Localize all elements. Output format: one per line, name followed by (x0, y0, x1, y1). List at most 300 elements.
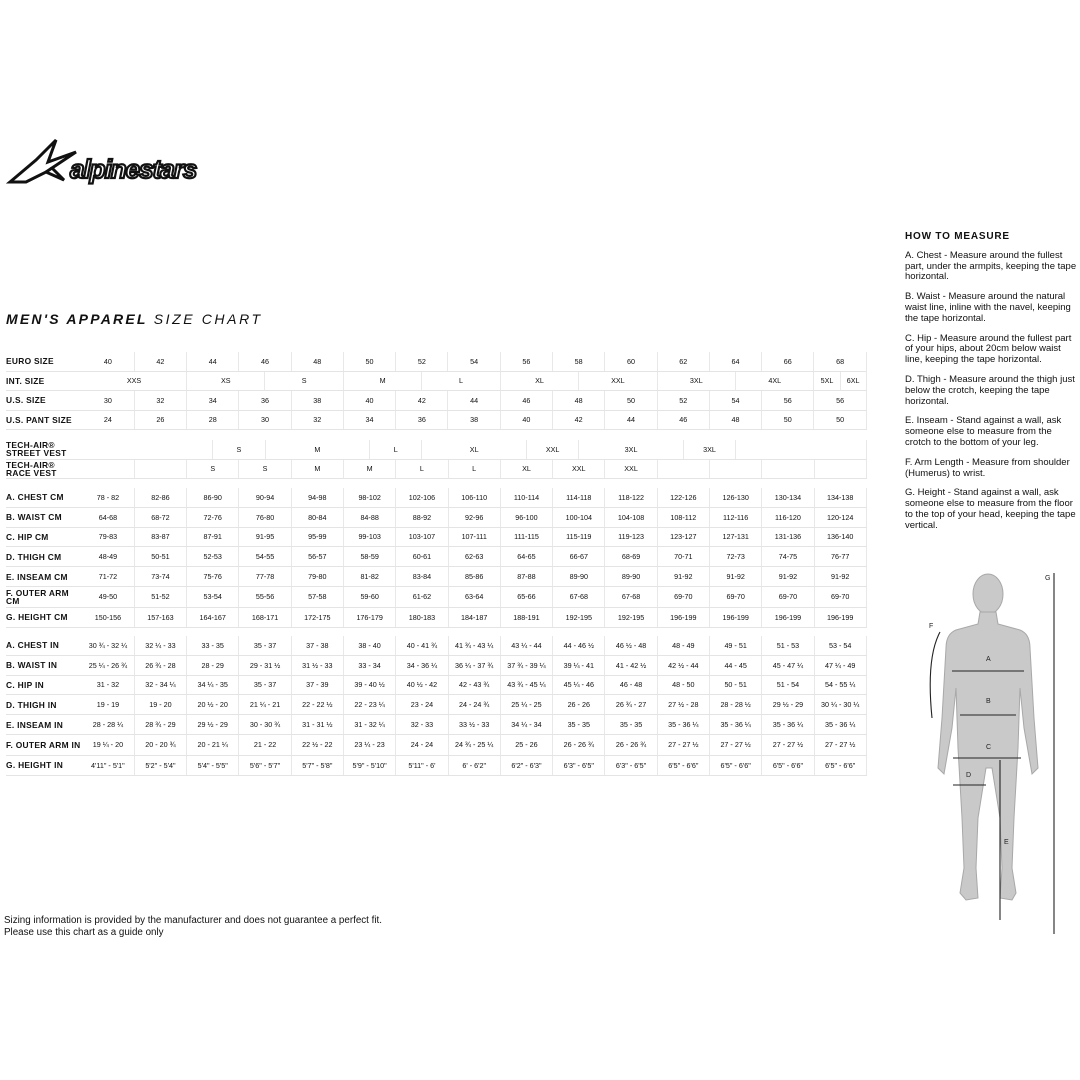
table-cell: 91-92 (657, 567, 709, 587)
table-cell: 62-63 (448, 547, 500, 567)
table-cell: 79-83 (82, 527, 134, 547)
table-cell: 41 - 42 ½ (605, 655, 657, 675)
table-cell: 25 ¼ - 25 (500, 695, 552, 715)
table-cell: 44 - 45 (709, 655, 761, 675)
table-cell: 35 - 36 ¼ (762, 715, 814, 735)
table-cell: 172-175 (291, 607, 343, 627)
table-cell: 119-123 (605, 527, 657, 547)
row-label: C. HIP IN (6, 675, 82, 695)
table-row (6, 715, 866, 735)
table-cell: 164-167 (187, 607, 239, 627)
table-cell: 104-108 (605, 507, 657, 527)
table-cell: 33 - 34 (343, 655, 395, 675)
row-label: TECH-AIR® RACE VEST (6, 459, 82, 479)
table-cell: 81-82 (343, 567, 395, 587)
table-cell: 35 - 35 (553, 715, 605, 735)
table-cell: 83-87 (134, 527, 186, 547)
table-cell: 77-78 (239, 567, 291, 587)
how-to-measure-heading: HOW TO MEASURE (905, 231, 1010, 242)
table-row (6, 734, 866, 755)
table-cell: 38 (291, 391, 343, 411)
table-cell: 50 (814, 410, 866, 430)
table-cell: 5'6" - 5'7" (239, 755, 291, 775)
table-row (6, 655, 866, 675)
table-cell: 51 - 54 (762, 675, 814, 695)
table-cell: 40 - 41 ¾ (396, 636, 448, 655)
table-cell: 91-92 (814, 567, 866, 587)
table-cell: 5'2" - 5'4" (134, 755, 186, 775)
table-cell: 42 (396, 391, 448, 411)
table-cell: 32 - 34 ¼ (134, 675, 186, 695)
table-cell (710, 459, 762, 479)
table-cell: 32 ¼ - 33 (134, 636, 186, 655)
table-cell: 3XL (579, 440, 684, 459)
row-label: D. THIGH IN (6, 695, 82, 715)
table-cell: 126-130 (710, 488, 762, 507)
table-cell: 25 - 26 (500, 734, 552, 755)
table-cell: 39 ¼ - 41 (553, 655, 605, 675)
table-cell: 28 (187, 410, 239, 430)
table-cell: XL (500, 459, 552, 479)
table-cell: 6'3" - 6'5" (605, 755, 657, 775)
table-row (6, 459, 866, 479)
table-cell: 120-124 (814, 507, 866, 527)
table-cell: 6'2" - 6'3" (500, 755, 552, 775)
table-cell: 46 (239, 352, 291, 371)
table-cell: 106-110 (448, 488, 500, 507)
table-cell: XL (500, 371, 578, 391)
table-cell: 73-74 (134, 567, 186, 587)
table-cell: XL (422, 440, 527, 459)
figure-label-d: D (966, 772, 972, 779)
table-cell: 114-118 (553, 488, 605, 507)
figure-label-f: F (929, 623, 934, 630)
table-cell: 54 - 55 ¼ (814, 675, 866, 695)
table-cell: 118-122 (605, 488, 657, 507)
table-cell: 90-94 (239, 488, 291, 507)
row-label: A. CHEST CM (6, 488, 82, 507)
table-cell: 40 (500, 410, 552, 430)
table-cell: 27 - 27 ½ (814, 734, 866, 755)
table-cell: 49-50 (82, 586, 134, 607)
table-cell: 48 (709, 410, 761, 430)
table-cell: 48 - 50 (657, 675, 709, 695)
table-cell: 6'5" - 6'6" (762, 755, 814, 775)
table-cell: 22 - 23 ¼ (343, 695, 395, 715)
table-cell: 31 ½ - 33 (291, 655, 343, 675)
table-cell: 53 - 54 (814, 636, 866, 655)
table-row (6, 755, 866, 775)
table-cell: 52 (396, 352, 448, 371)
measure-chest: A. Chest - Measure around the fullest part, under the armpits, keeping the tape horizontal. (905, 249, 1077, 283)
table-cell: M (343, 371, 421, 391)
table-cell: 76-80 (239, 507, 291, 527)
disclaimer-line-2: Please use this chart as a guide only (4, 927, 164, 938)
table-cell: 34 (343, 410, 395, 430)
table-cell: 91-92 (710, 567, 762, 587)
table-cell: 150-156 (82, 607, 134, 627)
table-cell: 55-56 (239, 586, 291, 607)
table-cell: XXL (605, 459, 657, 479)
table-cell: 56 (814, 391, 866, 411)
table-cell (657, 459, 709, 479)
alpinestars-logo (6, 138, 216, 188)
table-row (6, 586, 866, 607)
table-row (6, 607, 866, 627)
table-cell: 176-179 (343, 607, 395, 627)
row-label: F. OUTER ARM IN (6, 734, 82, 755)
table-row (6, 352, 866, 371)
table-cell: 48 - 49 (657, 636, 709, 655)
table-cell: 24 (82, 410, 134, 430)
table-cell: 32 - 33 (396, 715, 448, 735)
table-cell: 19 - 19 (82, 695, 134, 715)
table-cell: 24 ¾ - 25 ¼ (448, 734, 500, 755)
table-cell: 19 ¼ - 20 (82, 734, 134, 755)
table-cell: 35 - 36 ¼ (709, 715, 761, 735)
table-cell: 21 - 22 (239, 734, 291, 755)
table-cell: 43 ¾ - 45 ¼ (500, 675, 552, 695)
table-row (6, 371, 866, 391)
table-cell (82, 459, 134, 479)
table-cell: 65-66 (500, 586, 552, 607)
table-cell: XXL (553, 459, 605, 479)
table-cell: 46 ½ - 48 (605, 636, 657, 655)
title-light: SIZE CHART (153, 311, 263, 327)
table-cell: 42 - 43 ¾ (448, 675, 500, 695)
table-cell: 5'9" - 5'10" (343, 755, 395, 775)
table-cell: 168-171 (239, 607, 291, 627)
table-cell: 28 - 28 ¼ (82, 715, 134, 735)
table-cell: 46 (657, 410, 709, 430)
table-cell: 42 (553, 410, 605, 430)
table-row (6, 440, 866, 459)
table-cell: 45 - 47 ¼ (762, 655, 814, 675)
table-cell: 28 - 28 ½ (709, 695, 761, 715)
table-cell: 48 (291, 352, 343, 371)
table-cell: 34 ¼ - 35 (187, 675, 239, 695)
table-cell: 20 ½ - 20 (187, 695, 239, 715)
table-cell: 38 - 40 (343, 636, 395, 655)
table-cell: 32 (291, 410, 343, 430)
table-cell: 66-67 (553, 547, 605, 567)
body-figure-icon (920, 568, 1070, 943)
table-cell: 57-58 (291, 586, 343, 607)
table-cell: 69-70 (710, 586, 762, 607)
table-cell: 22 - 22 ½ (291, 695, 343, 715)
table-cell: 116-120 (762, 507, 814, 527)
table-row (6, 567, 866, 587)
table-cell: 4XL (736, 371, 814, 391)
table-cell: 130-134 (762, 488, 814, 507)
table-cell: 43 ¼ - 44 (500, 636, 552, 655)
table-cell: 34 - 36 ¼ (396, 655, 448, 675)
table-cell: 180-183 (396, 607, 448, 627)
table-cell: 54-55 (239, 547, 291, 567)
table-row (6, 547, 866, 567)
table-row (6, 391, 866, 411)
table-cell: 47 ¼ - 49 (814, 655, 866, 675)
table-cell: L (396, 459, 448, 479)
table-cell: 37 - 38 (291, 636, 343, 655)
table-cell: 51 - 53 (762, 636, 814, 655)
table-cell: 131-136 (762, 527, 814, 547)
table-cell: 196-199 (657, 607, 709, 627)
row-label: EURO SIZE (6, 352, 82, 371)
table-cell (134, 459, 186, 479)
table-cell: L (448, 459, 500, 479)
table-cell: 68 (814, 352, 866, 371)
table-cell: 5'7" - 5'8" (291, 755, 343, 775)
table-cell: 75-76 (187, 567, 239, 587)
figure-label-b: B (986, 698, 991, 705)
table-cell (82, 440, 213, 459)
table-cell: 6XL (840, 371, 866, 391)
table-cell: 99-103 (343, 527, 395, 547)
table-cell: 6' - 6'2" (448, 755, 500, 775)
table-row (6, 507, 866, 527)
row-label: E. INSEAM IN (6, 715, 82, 735)
table-cell: 122-126 (657, 488, 709, 507)
table-cell: 29 - 31 ½ (239, 655, 291, 675)
table-cell: 24 - 24 (396, 734, 448, 755)
table-row (6, 636, 866, 655)
table-cell: 25 ¼ - 26 ¾ (82, 655, 134, 675)
table-cell: 95-99 (291, 527, 343, 547)
table-cell: 28 - 29 (187, 655, 239, 675)
table-row (6, 527, 866, 547)
row-label: A. CHEST IN (6, 636, 82, 655)
table-cell: 30 (82, 391, 134, 411)
table-cell: 35 - 36 ¼ (657, 715, 709, 735)
table-cell: 23 ¼ - 23 (343, 734, 395, 755)
title-bold: MEN'S APPAREL (6, 311, 148, 327)
table-cell (736, 440, 867, 459)
table-cell: 5'4" - 5'5" (187, 755, 239, 775)
table-cell: 52 (657, 391, 709, 411)
table-cell: L (422, 371, 500, 391)
table-cell: 22 ½ - 22 (291, 734, 343, 755)
table-cell: 6'5" - 6'6" (709, 755, 761, 775)
table-cell: XXL (526, 440, 578, 459)
table-cell: 60 (605, 352, 657, 371)
row-label: E. INSEAM CM (6, 567, 82, 587)
table-cell: 92-96 (448, 507, 500, 527)
table-cell: 29 ½ - 29 (762, 695, 814, 715)
table-cell: 76-77 (814, 547, 866, 567)
table-cell: 20 - 21 ¼ (187, 734, 239, 755)
table-cell: 98-102 (343, 488, 395, 507)
table-cell: 64 (709, 352, 761, 371)
table-cell: 5'11" - 6' (396, 755, 448, 775)
table-cell: M (343, 459, 395, 479)
table-cell: 33 - 35 (187, 636, 239, 655)
table-cell: 6'5" - 6'6" (814, 755, 866, 775)
table-cell: 196-199 (814, 607, 866, 627)
row-label: F. OUTER ARM CM (6, 586, 82, 607)
table-cell: 110-114 (500, 488, 552, 507)
table-cell: 50 - 51 (709, 675, 761, 695)
table-cell: 40 (343, 391, 395, 411)
table-cell: 89-90 (553, 567, 605, 587)
table-cell: M (291, 459, 343, 479)
table-cell: 80-84 (291, 507, 343, 527)
table-cell: 38 (448, 410, 500, 430)
table-cell: 27 - 27 ½ (657, 734, 709, 755)
cm-measurements-table (6, 488, 867, 628)
table-row (6, 488, 866, 507)
table-cell: 34 (187, 391, 239, 411)
table-cell: 5XL (814, 371, 840, 391)
figure-label-a: A (986, 656, 991, 663)
table-cell: 184-187 (448, 607, 500, 627)
table-cell: 58 (553, 352, 605, 371)
table-cell: 3XL (657, 371, 735, 391)
measure-waist: B. Waist - Measure around the natural waist line, inline with the navel, keeping the tape horizontal. (905, 291, 1071, 324)
table-cell: 32 (134, 391, 186, 411)
disclaimer (4, 915, 382, 939)
table-cell: 100-104 (553, 507, 605, 527)
table-cell: 66 (762, 352, 814, 371)
table-cell: 82-86 (134, 488, 186, 507)
table-cell: 33 ½ - 33 (448, 715, 500, 735)
table-cell: 26 - 26 ¾ (605, 734, 657, 755)
table-cell: 35 - 37 (239, 675, 291, 695)
table-cell: 26 ¾ - 27 (605, 695, 657, 715)
table-cell: 46 - 48 (605, 675, 657, 695)
table-cell: 86-90 (187, 488, 239, 507)
table-cell: 50 (343, 352, 395, 371)
table-cell: 27 - 27 ½ (709, 734, 761, 755)
table-cell: 39 - 40 ½ (343, 675, 395, 695)
row-label: U.S. PANT SIZE (6, 410, 82, 430)
table-cell: XS (187, 371, 265, 391)
table-cell: 91-95 (239, 527, 291, 547)
table-cell: 30 - 30 ¾ (239, 715, 291, 735)
table-cell: 42 (134, 352, 186, 371)
table-cell: 36 ¼ - 37 ¾ (448, 655, 500, 675)
table-cell: M (265, 440, 370, 459)
table-cell: 87-88 (500, 567, 552, 587)
table-cell: 44 (187, 352, 239, 371)
page-title (6, 311, 263, 327)
table-cell: 19 - 20 (134, 695, 186, 715)
table-cell: 87-91 (187, 527, 239, 547)
table-cell: 94-98 (291, 488, 343, 507)
table-cell: 58-59 (343, 547, 395, 567)
table-cell: 83-84 (396, 567, 448, 587)
table-cell (814, 459, 866, 479)
table-cell: 107-111 (448, 527, 500, 547)
table-cell: 31 - 32 ¼ (343, 715, 395, 735)
table-cell: 68-72 (134, 507, 186, 527)
table-cell: 6'3" - 6'5" (553, 755, 605, 775)
table-cell: 4'11" - 5'1" (82, 755, 134, 775)
row-label: TECH-AIR® STREET VEST (6, 440, 82, 459)
table-cell: 112-116 (710, 507, 762, 527)
table-cell: 31 - 31 ½ (291, 715, 343, 735)
table-cell: 35 - 36 ¼ (814, 715, 866, 735)
table-cell: 30 ¾ - 32 ¼ (82, 636, 134, 655)
table-cell: L (370, 440, 422, 459)
table-cell: 26 - 26 (553, 695, 605, 715)
table-cell: 54 (448, 352, 500, 371)
table-cell: 115-119 (553, 527, 605, 547)
table-cell: 26 (134, 410, 186, 430)
brand-name: alpinestars (70, 154, 197, 184)
row-label: B. WAIST CM (6, 507, 82, 527)
table-cell: 188-191 (500, 607, 552, 627)
table-cell: 64-65 (500, 547, 552, 567)
table-cell: 44 (448, 391, 500, 411)
table-cell: 67-68 (605, 586, 657, 607)
table-cell: 52-53 (187, 547, 239, 567)
table-row (6, 695, 866, 715)
row-label: G. HEIGHT IN (6, 755, 82, 775)
table-cell: S (187, 459, 239, 479)
table-cell: 67-68 (553, 586, 605, 607)
table-cell: 40 ½ - 42 (396, 675, 448, 695)
measure-hip: C. Hip - Measure around the fullest part of your hips, about 20cm below waist line, keeping the tape horizontal. (905, 332, 1072, 366)
table-cell: S (213, 440, 265, 459)
table-cell (762, 459, 814, 479)
table-cell: XXS (82, 371, 187, 391)
table-cell: 64-68 (82, 507, 134, 527)
table-cell: 192-195 (553, 607, 605, 627)
table-cell: 196-199 (762, 607, 814, 627)
table-cell: 157-163 (134, 607, 186, 627)
table-row (6, 675, 866, 695)
table-cell: 79-80 (291, 567, 343, 587)
table-cell: 89-90 (605, 567, 657, 587)
table-cell: 108-112 (657, 507, 709, 527)
table-cell: S (265, 371, 343, 391)
table-cell: 34 ¼ - 34 (500, 715, 552, 735)
figure-label-g: G (1045, 575, 1051, 582)
table-cell: 103-107 (396, 527, 448, 547)
table-cell: 136-140 (814, 527, 866, 547)
table-cell: 70-71 (657, 547, 709, 567)
measure-arm-length: F. Arm Length - Measure from shoulder (Humerus) to wrist. (905, 456, 1070, 479)
row-label: C. HIP CM (6, 527, 82, 547)
table-cell: 24 - 24 ¾ (448, 695, 500, 715)
table-cell: 50 (762, 410, 814, 430)
table-cell: 127-131 (710, 527, 762, 547)
disclaimer-line-1: Sizing information is provided by the manufacturer and does not guarantee a perfect fit. (4, 915, 382, 926)
table-cell: 6'5" - 6'6" (657, 755, 709, 775)
table-cell: 45 ¼ - 46 (553, 675, 605, 695)
table-cell: 21 ¼ - 21 (239, 695, 291, 715)
table-cell: 91-92 (762, 567, 814, 587)
table-cell: 134-138 (814, 488, 866, 507)
table-cell: 54 (709, 391, 761, 411)
row-label: B. WAIST IN (6, 655, 82, 675)
table-row (6, 410, 866, 430)
table-cell: 61-62 (396, 586, 448, 607)
table-cell: 48-49 (82, 547, 134, 567)
table-cell: 30 ¼ - 30 ¼ (814, 695, 866, 715)
table-cell: 192-195 (605, 607, 657, 627)
table-cell: 46 (500, 391, 552, 411)
table-cell: S (239, 459, 291, 479)
table-cell: 42 ½ - 44 (657, 655, 709, 675)
table-cell: 102-106 (396, 488, 448, 507)
table-cell: 35 - 35 (605, 715, 657, 735)
table-cell: 27 - 27 ½ (762, 734, 814, 755)
table-cell: 59-60 (343, 586, 395, 607)
table-cell: 74-75 (762, 547, 814, 567)
table-cell: 69-70 (657, 586, 709, 607)
